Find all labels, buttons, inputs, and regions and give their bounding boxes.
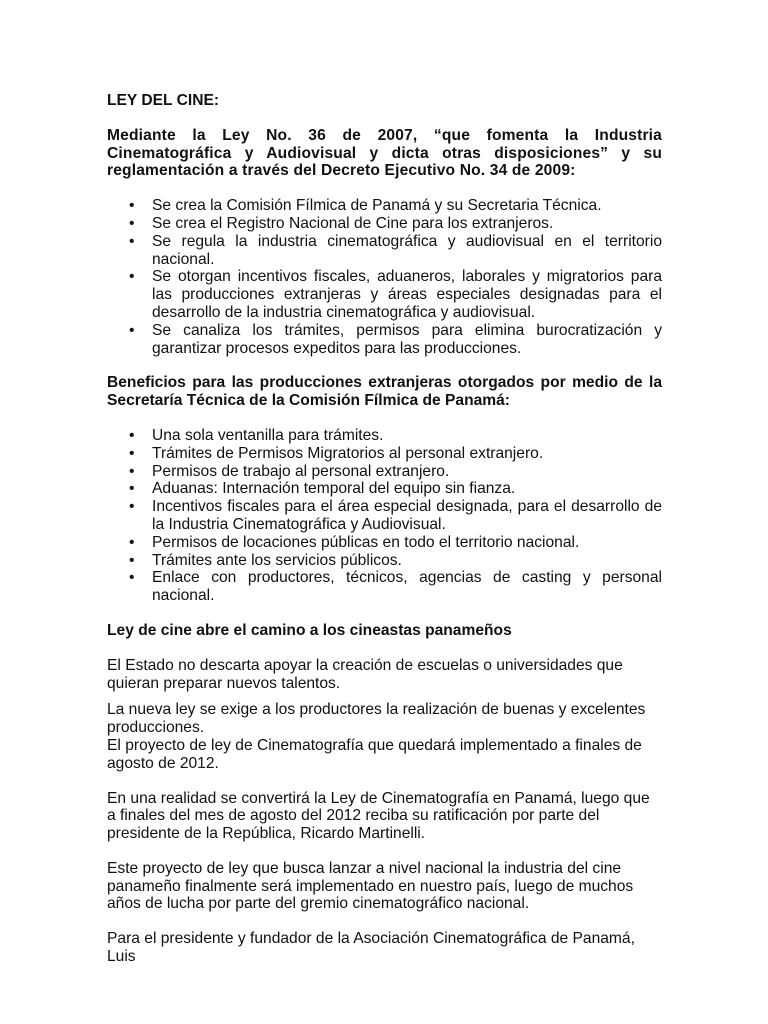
body-paragraph: El Estado no descarta apoyar la creación de escuelas o universidades que quieran preparar nuevos talentos. [107, 656, 623, 692]
body-paragraph: Para el presidente y fundador de la Asociación Cinematográfica de Panamá, Luis [107, 930, 635, 966]
body-paragraph: La nueva ley se exige a los productores la realización de buenas y excelentes producciones. [107, 701, 646, 737]
body-paragraph: El proyecto de ley de Cinematografía que quedará implementado a finales de agosto de 2012. [107, 736, 642, 772]
benefits-list [107, 427, 662, 605]
intro-paragraph: Mediante la Ley No. 36 de 2007, “que fomenta la Industria Cinematográfica y Audiovisual y dicta otras disposiciones” y su reglamentación a través del Decreto Ejecutivo No. 34 de 2009: [107, 126, 662, 180]
list-item: • Se canaliza los trámites, permisos para elimina burocratización y garantizar procesos expeditos para las producciones. [107, 322, 662, 358]
body-paragraph: Este proyecto de ley que busca lanzar a nivel nacional la industria del cine panameño finalmente será implementado en nuestro país, luego de muchos años de lucha por parte del gremio cinematográfico nacional. [107, 859, 634, 913]
list-item: • Se crea el Registro Nacional de Cine para los extranjeros. [107, 215, 662, 233]
list-item: • Se crea la Comisión Fílmica de Panamá y su Secretaria Técnica. [107, 197, 662, 215]
list-item: • Aduanas: Internación temporal del equipo sin fianza. [107, 480, 662, 498]
list-item: • Una sola ventanilla para trámites. [107, 427, 662, 445]
list-item: • Incentivos fiscales para el área especial designada, para el desarrollo de la Industria Cinematográfica y Audiovisual. [107, 498, 662, 534]
list-item: • Trámites ante los servicios públicos. [107, 552, 662, 570]
list-item: • Trámites de Permisos Migratorios al personal extranjero. [107, 445, 662, 463]
benefits-heading: Beneficios para las producciones extranjeras otorgados por medio de la Secretaría Técnica de la Comisión Fílmica de Panamá: [107, 374, 662, 410]
body-paragraph: En una realidad se convertirá la Ley de Cinematografía en Panamá, luego que a finales del mes de agosto del 2012 reciba su ratificación por parte del presidente de la República, Ricardo Martinelli. [107, 789, 650, 843]
document-title: LEY DEL CINE: [107, 92, 220, 109]
list-item: • Permisos de trabajo al personal extranjero. [107, 463, 662, 481]
list-item: • Permisos de locaciones públicas en todo el territorio nacional. [107, 534, 662, 552]
list-item: • Enlace con productores, técnicos, agencias de casting y personal nacional. [107, 569, 662, 605]
list-item: • Se regula la industria cinematográfica y audiovisual en el territorio nacional. [107, 233, 662, 269]
document-content [107, 92, 662, 966]
list-item: • Se otorgan incentivos fiscales, aduaneros, laborales y migratorios para las producciones extranjeras y áreas especiales designadas para el desarrollo de la industria cinematográfica y audiovisual. [107, 268, 662, 321]
news-heading: Ley de cine abre el camino a los cineastas panameños [107, 621, 512, 639]
law-list [107, 197, 662, 357]
